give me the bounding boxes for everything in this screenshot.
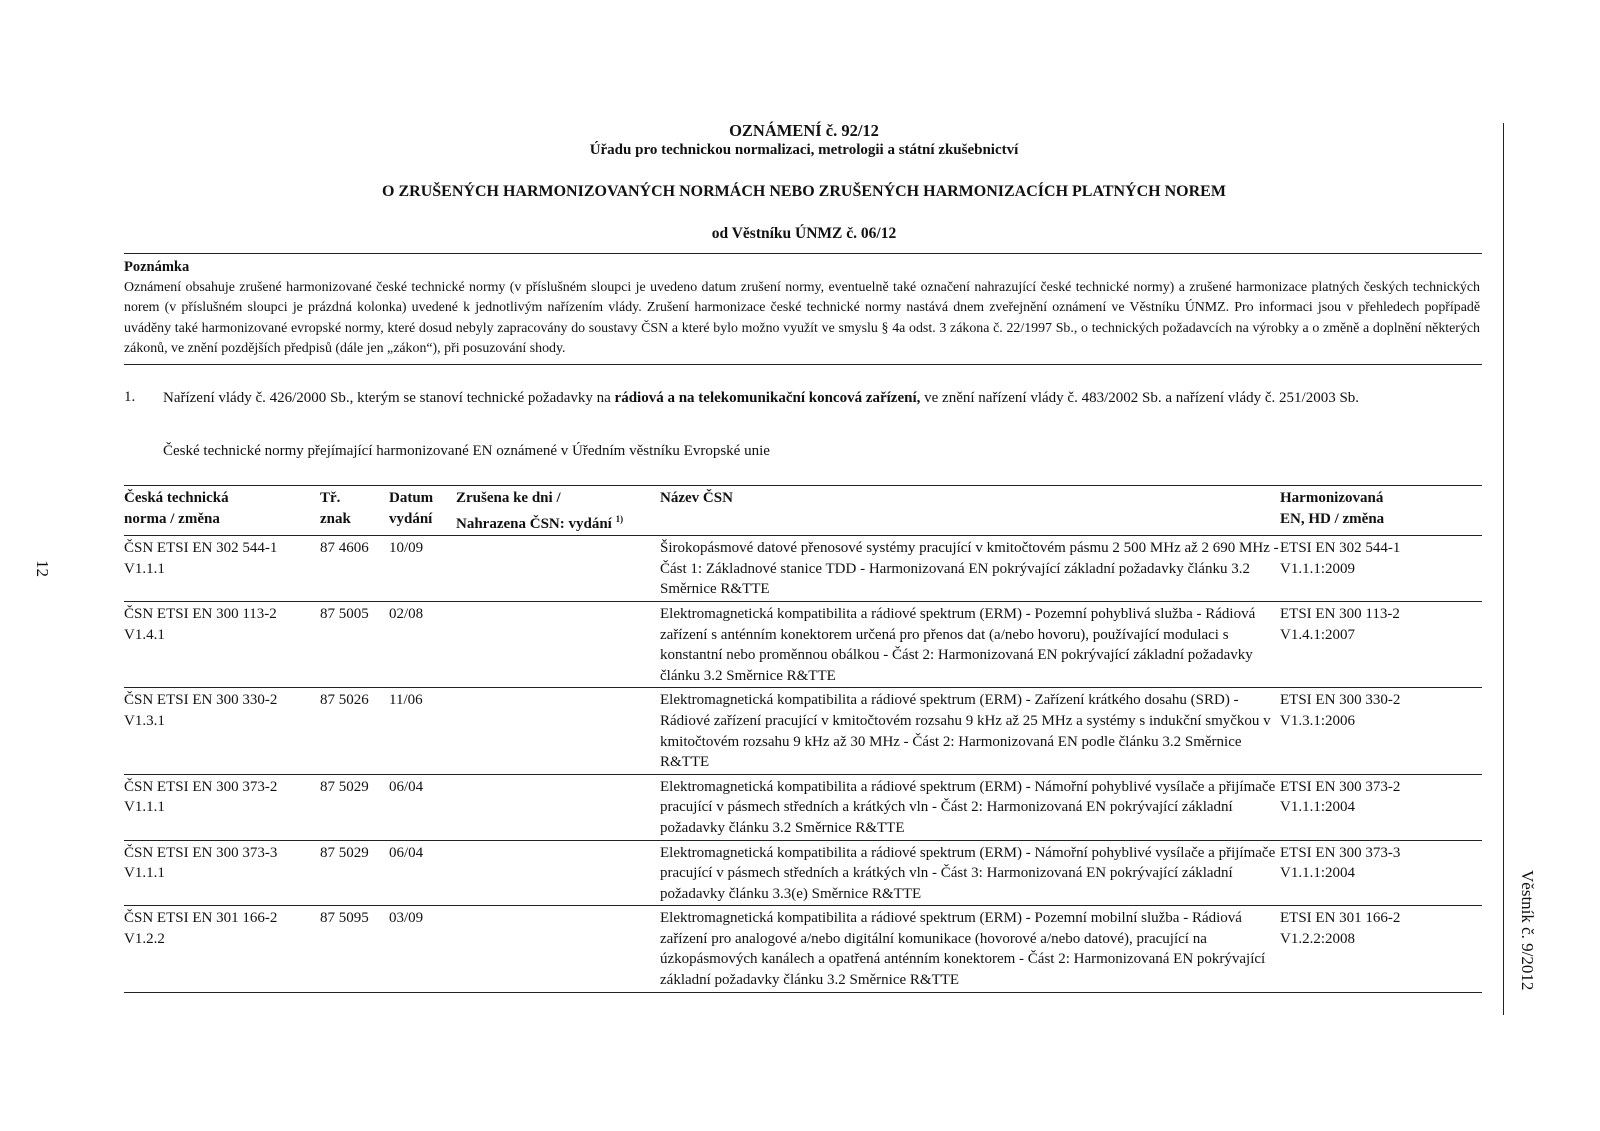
cell-harmonized: ETSI EN 300 373-3 V1.1.1:2004 [1280, 844, 1401, 882]
cell-title: Elektromagnetická kompatibilita a rádiové spektrum (ERM) - Pozemní pohyblivá služba - Rádiová zařízení s anténním konektorem určená pro přenos dat (a/nebo hovoru), používající modulaci s konstantní nebo proměnnou obálkou - Část 2: Harmonizovaná EN pokrývající základní požadavky článku 3.2 Směrnice R&TTE [660, 605, 1256, 684]
cell-harmonized: ETSI EN 302 544-1 V1.1.1:2009 [1280, 540, 1401, 577]
divider-top [124, 253, 1482, 254]
section-text [163, 388, 1481, 408]
notice-number: OZNÁMENÍ č. 92/12 [729, 121, 879, 140]
cell-harmonized: ETSI EN 300 330-2 V1.3.1:2006 [1280, 692, 1401, 729]
cell-csn: ČSN ETSI EN 300 113-2 V1.4.1 [124, 605, 277, 643]
cell-title: Elektromagnetická kompatibilita a rádiové spektrum (ERM) - Námořní pohyblivé vysílače a přijímače pracující v pásmech středních a krátkých vln - Část 3: Harmonizovaná EN pokrývající základní požadavky článku 3.3(e) Směrnice R&TTE [660, 844, 1276, 902]
section-intro: České technické normy přejímající harmonizované EN oznámené v Úředním věstníku Evropské unie [163, 443, 770, 459]
side-rule [1503, 123, 1504, 1015]
cell-csn: ČSN ETSI EN 300 330-2 V1.3.1 [124, 692, 278, 729]
journal-caption: Věstník č. 9/2012 [1518, 870, 1537, 991]
cell-harmonized: ETSI EN 300 113-2 V1.4.1:2007 [1280, 605, 1400, 643]
cell-cancelled [456, 840, 660, 906]
table-row [124, 601, 1482, 687]
issuing-office: Úřadu pro technickou normalizaci, metrologii a státní zkušebnictví [589, 142, 1019, 158]
cell-issue-date: 02/08 [389, 605, 424, 622]
header-cancelled: Zrušena ke dni / Nahrazena ČSN: vydání $^{1)}$ [456, 490, 624, 532]
cell-csn: ČSN ETSI EN 300 373-3 V1.1.1 [124, 844, 278, 882]
cell-issue-date: 06/04 [389, 778, 424, 795]
table-row [124, 688, 1482, 774]
header-class-code: Tř. znak [320, 490, 351, 527]
header-harmonized: Harmonizovaná EN, HD / změna [1280, 490, 1385, 527]
header-issue-date: Datum vydání [389, 490, 434, 527]
note-title: Poznámka [124, 259, 190, 275]
cell-cancelled [456, 536, 660, 602]
cell-issue-date: 06/04 [389, 844, 424, 861]
section-text-bold: rádiová a na telekomunikační koncová zařízení, [614, 390, 921, 406]
cell-cancelled [456, 774, 660, 840]
cell-csn: ČSN ETSI EN 302 544-1 V1.1.1 [124, 540, 278, 577]
cell-issue-date: 10/09 [389, 540, 424, 557]
cell-cancelled [456, 688, 660, 774]
cell-class-code: 87 5029 [320, 844, 369, 861]
notice-title: O ZRUŠENÝCH HARMONIZOVANÝCH NORMÁCH NEBO ZRUŠENÝCH HARMONIZACÍCH PLATNÝCH NOREM [382, 183, 1226, 200]
cell-harmonized: ETSI EN 300 373-2 V1.1.1:2004 [1280, 778, 1401, 816]
cell-title: Elektromagnetická kompatibilita a rádiové spektrum (ERM) - Pozemní mobilní služba - Rádiová zařízení pro analogové a/nebo digitální komunikace (hovorové a/nebo datové), pracující na úzkopásmových kanálech a opatřená anténním konektorem - Část 2: Harmonizovaná EN pokrývající základní požadavky článku 3.2 Směrnice R&TTE [660, 910, 1266, 989]
cell-issue-date: 03/09 [389, 910, 424, 927]
table-row [124, 906, 1482, 992]
table-row [124, 840, 1482, 906]
section-text-start: Nařízení vlády č. 426/2000 Sb., kterým se stanoví technické požadavky na [163, 390, 615, 406]
cell-issue-date: 11/06 [389, 692, 423, 709]
notice-subtitle: od Věstníku ÚNMZ č. 06/12 [711, 225, 897, 242]
cell-class-code: 87 5026 [320, 692, 369, 709]
header-title: Název ČSN [660, 490, 733, 506]
cell-class-code: 87 5005 [320, 605, 369, 622]
norms-table [124, 485, 1482, 993]
cell-csn: ČSN ETSI EN 301 166-2 V1.2.2 [124, 910, 278, 947]
cell-csn: ČSN ETSI EN 300 373-2 V1.1.1 [124, 778, 278, 816]
cell-title: Elektromagnetická kompatibilita a rádiové spektrum (ERM) - Zařízení krátkého dosahu (SRD) - Rádiové zařízení pracující v kmitočtovém rozsahu 9 kHz až 25 MHz a systémy s indukční smyčkou v kmitočtovém rozsahu 9 kHz až 30 MHz - Část 2: Harmonizovaná EN podle článku 3.2 Směrnice R&TTE [660, 692, 1271, 771]
section-text-end: ve znění nařízení vlády č. 483/2002 Sb. a nařízení vlády č. 251/2003 Sb. [920, 390, 1360, 406]
cell-cancelled [456, 906, 660, 992]
cell-title: Širokopásmové datové přenosové systémy pracující v kmitočtovém pásmu 2 500 MHz až 2 690 MHz - Část 1: Základnové stanice TDD - Harmonizovaná EN pokrývající základní požadavky článku 3.2 Směrnice R&TTE [660, 540, 1279, 598]
cell-class-code: 87 4606 [320, 540, 369, 557]
cell-cancelled [456, 601, 660, 687]
cell-class-code: 87 5095 [320, 910, 369, 927]
table-header-row [124, 486, 1482, 536]
table-row [124, 536, 1482, 602]
cell-class-code: 87 5029 [320, 778, 369, 795]
note-body: Oznámení obsahuje zrušené harmonizované české technické normy (v příslušném sloupci je uvedeno datum zrušení normy, eventuelně také označení nahrazující české technické normy) a zrušené harmonizace platných českých technických norem (v příslušném sloupci je prázdná kolonka) uvedené k jednotlivým nařízením vlády. Zrušení harmonizace české technické normy nastává dnem zveřejnění oznámení ve Věstníku ÚNMZ. Pro informaci jsou v přehledech popřípadě uváděny také harmonizované evropské normy, které dosud nebyly zapracovány do soustavy ČSN a které bylo možno využít ve smyslu § 4a odst. 3 zákona č. 22/1997 Sb., o technických požadavcích na výrobky a o změně a doplnění některých zákonů, ve znění pozdějších předpisů (dále jen „zákon“), při posuzování shody. [124, 280, 1480, 356]
cell-title: Elektromagnetická kompatibilita a rádiové spektrum (ERM) - Námořní pohyblivé vysílače a přijímače pracující v pásmech středních a krátkých vln - Část 2: Harmonizovaná EN pokrývající základní požadavky článku 3.2 Směrnice R&TTE [660, 778, 1276, 836]
divider-bottom [124, 364, 1482, 365]
cell-harmonized: ETSI EN 301 166-2 V1.2.2:2008 [1280, 910, 1401, 947]
page-number: 12 [33, 560, 52, 577]
header-csn: Česká technická norma / změna [124, 490, 229, 527]
section-number: 1. [124, 389, 136, 405]
table-row [124, 774, 1482, 840]
